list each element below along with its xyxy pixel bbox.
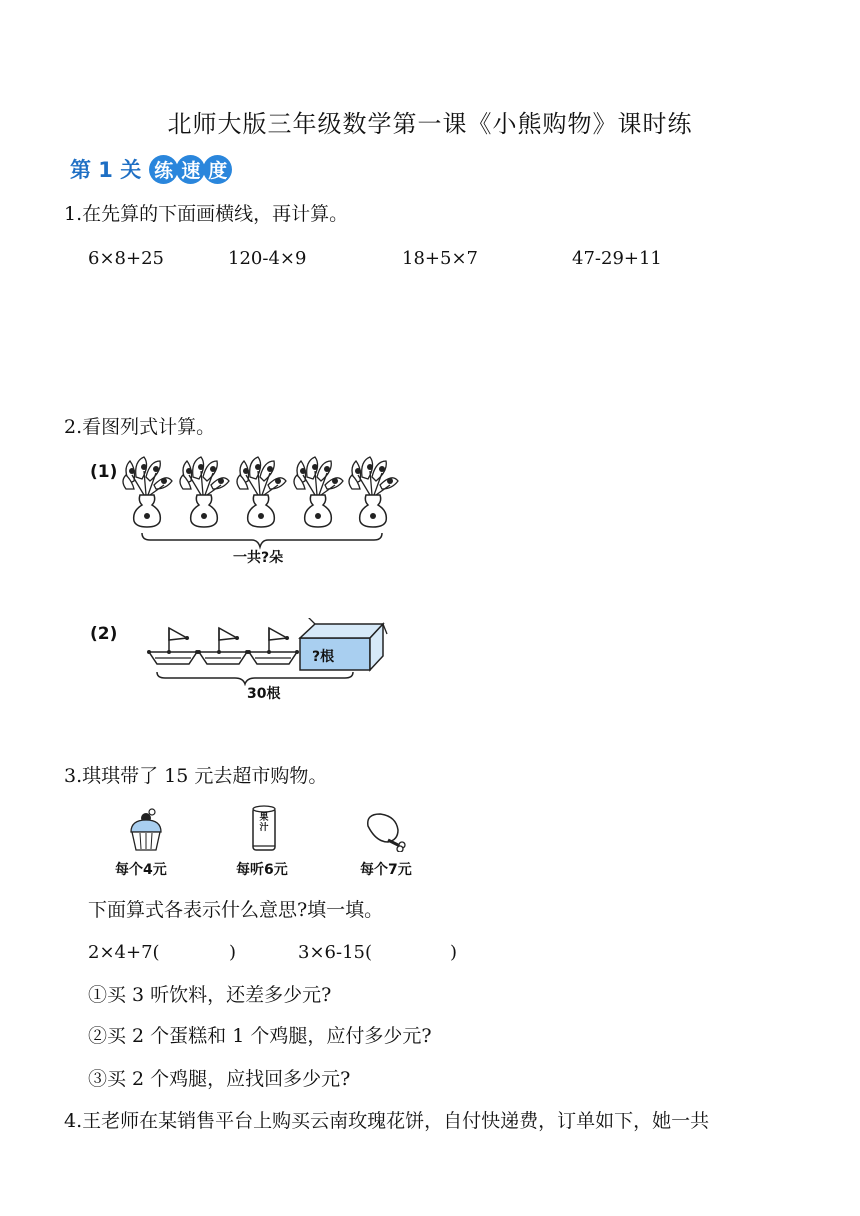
box-label: ?根 [312,649,335,665]
question-2: 2.看图列式计算。 [64,416,216,438]
expression: 47-29+11 [572,248,662,269]
boat-illustration [145,618,390,686]
level-header [70,152,230,186]
formula-1-close: ) [229,942,237,963]
juice-can-label: 果汁 [259,813,269,833]
question-1: 1.在先算的下面画横线，再计算。 [64,203,349,225]
drumstick-price: 每个7元 [360,862,412,878]
cake-icon [128,808,164,854]
question-4: 4.王老师在某销售平台上购买云南玫瑰花饼，自付快递费，订单如下，她一共 [64,1110,710,1132]
vase-caption: 一共?朵 [233,550,284,566]
page-title: 北师大版三年级数学第一课《小熊购物》课时练 [167,110,693,138]
drumstick-icon [362,812,410,852]
option-item: ②买 2 个蛋糕和 1 个鸡腿，应付多少元? [88,1025,432,1047]
part-label: (2) [90,624,118,644]
cake-price: 每个4元 [115,862,167,878]
stick-count-caption: 30根 [247,686,281,702]
level-badge: 速 [176,155,205,184]
option-item: ①买 3 听饮料，还差多少元? [88,984,332,1006]
formula-2: 3×6-15( [298,942,372,963]
expression: 18+5×7 [402,248,478,269]
formula-1: 2×4+7( [88,942,160,963]
fill-prompt: 下面算式各表示什么意思?填一填。 [88,899,384,921]
option-item: ③买 2 个鸡腿，应找回多少元? [88,1068,351,1090]
level-badge: 度 [203,155,232,184]
level-badge: 练 [149,155,178,184]
part-label: (1) [90,462,118,482]
formula-2-close: ) [450,942,458,963]
question-3: 3.琪琪带了 15 元去超市购物。 [64,765,328,787]
level-label: 第 1 关 [70,158,142,182]
juice-price: 每听6元 [236,862,288,878]
expression: 6×8+25 [88,248,164,269]
expression: 120-4×9 [228,248,307,269]
